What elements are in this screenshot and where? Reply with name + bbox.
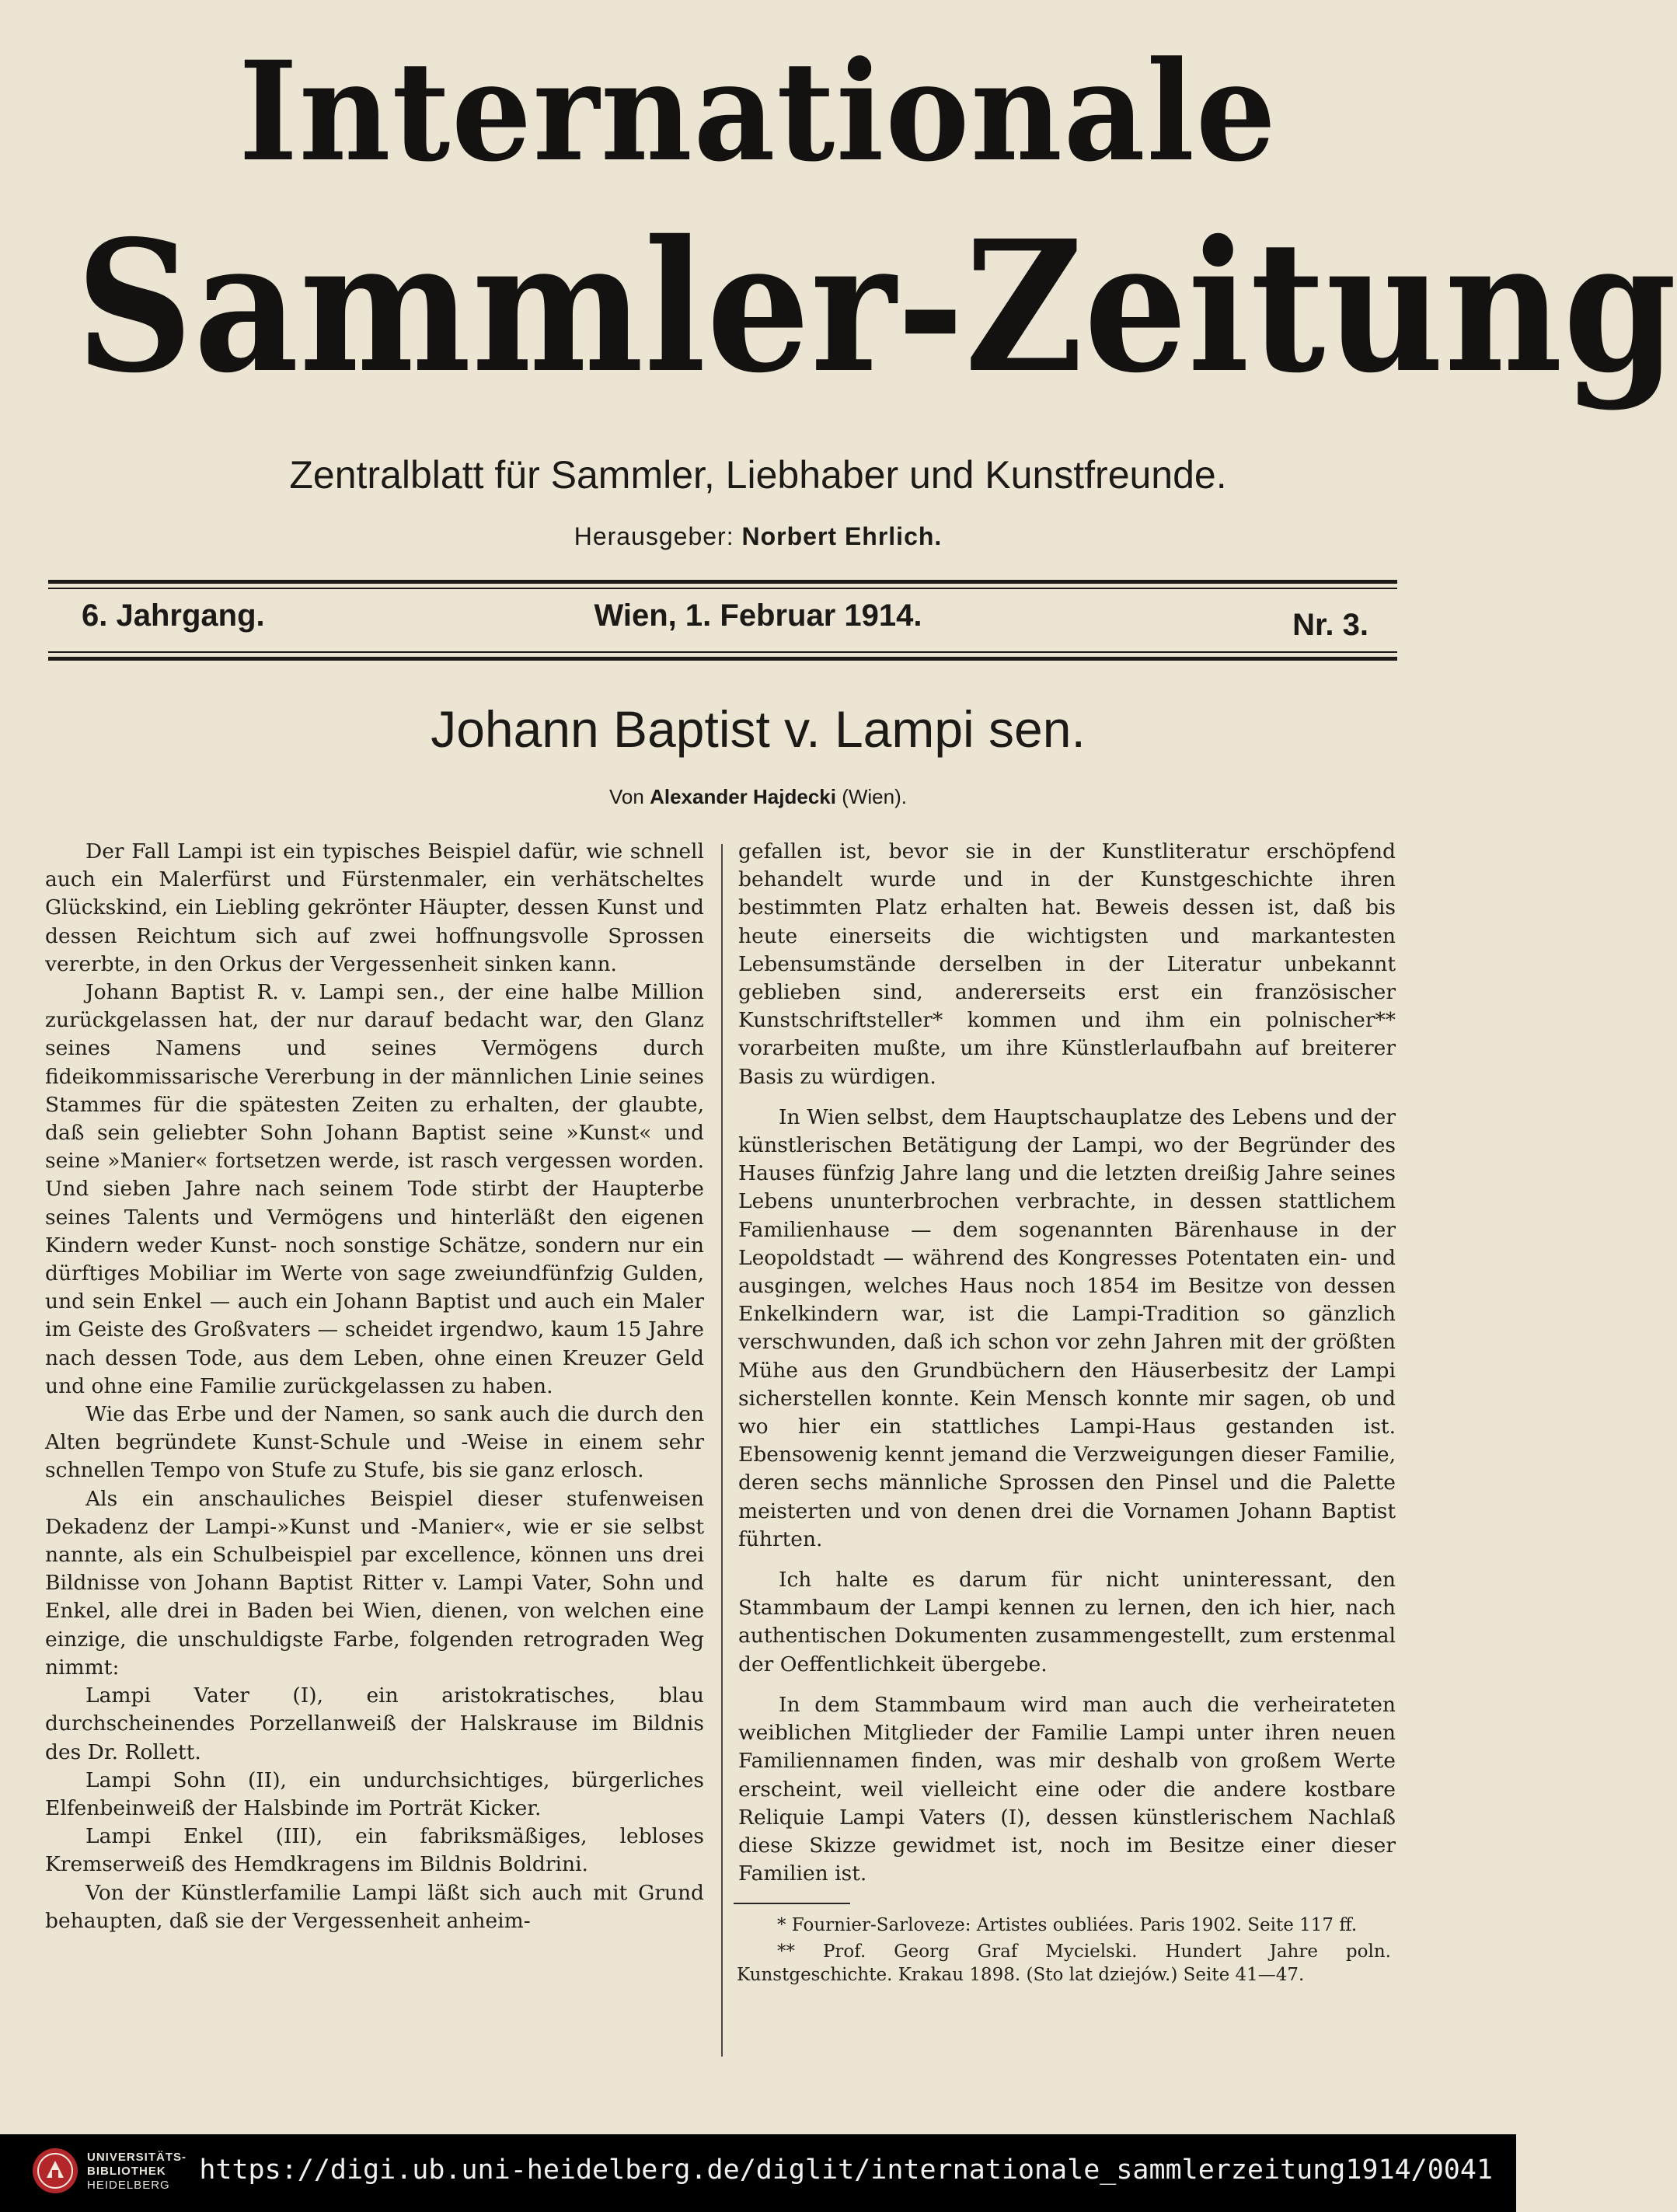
article-column-left [45, 838, 704, 1935]
footnote: ** Prof. Georg Graf Mycielski. Hundert Jahre poln. Kunstgeschichte. Krakau 1898. (Sto lat dziejów.) Seite 41—47. [737, 1942, 1391, 1985]
paragraph: Wie das Erbe und der Namen, so sank auch die durch den Alten begründete Kunst-Schule und -Weise in einem sehr schnellen Tempo von Stufe zu Stufe, bis sie ganz erlosch. [45, 1402, 704, 1483]
paragraph: In Wien selbst, dem Hauptschauplatze des Lebens und der künstlerischen Betätigung der Lampi, wo der Begründer des Hauses fünfzig Jahre lang und die letzten dreißig Jahre seines Lebens ununterbrochen verbrachte, in dessen stattlichem Familienhause — dem sogenannten Bärenhause in der Leopoldstadt — während des Kongresses Potentaten ein- und ausgingen, welches Haus noch 1854 im Besitze von dessen Enkelkindern war, ist die Lampi-Tradition so gänzlich verschwunden, daß ich schon vor zehn Jahren mit der größten Mühe aus den Grundbüchern den Häuserbesitz der Lampi sicherstellen konnte. Kein Mensch konnte mir sagen, ob und wo hier ein stattliches Lampi-Haus gestanden ist. Ebensowenig kennt jemand die Verzweigungen dieser Familie, deren sechs männliche Sprossen den Pinsel und die Palette meisterten und von denen drei die Vornamen Johann Baptist führten. [738, 1104, 1396, 1551]
publisher-label: Herausgeber: [574, 522, 734, 550]
header-rule-top-thin [48, 588, 1397, 589]
footnote-rule [734, 1903, 850, 1904]
masthead-subtitle: Zentralblatt für Sammler, Liebhaber und Kunstfreunde. [289, 453, 1227, 497]
paragraph: Der Fall Lampi ist ein typisches Beispiel dafür, wie schnell auch ein Malerfürst und Fürstenmaler, ein verhätscheltes Glückskind, ein Liebling gekrönter Häupter, dessen Kunst und dessen Reichtum sich auf zwei hoffnungsvolle Sprossen vererbte, in den Orkus der Vergessenheit sinken kann. [45, 839, 704, 976]
issue-number: Nr. 3. [1292, 608, 1368, 642]
library-name-line1: UNIVERSITÄTS- [87, 2151, 187, 2164]
header-rule-top-thick [48, 580, 1397, 584]
paragraph: Als ein anschauliches Beispiel dieser stufenweisen Dekadenz der Lampi-»Kunst und -Manier«, wie er sie selbst nannte, als ein Schulbeispiel par excellence, können uns drei Bildnisse von Johann Baptist Ritter v. Lampi Vater, Sohn und Enkel, alle drei in Baden bei Wien, dienen, von welchen eine einzige, die unschuldigste Farbe, folgenden retrograden Weg nimmt: [45, 1486, 704, 1680]
paragraph: Ich halte es darum für nicht uninteressant, den Stammbaum der Lampi kennen zu lernen, den ich hier, nach authentischen Dokumenten zusammengestellt, zum erstenmal der Oeffentlichkeit übergebe. [738, 1568, 1396, 1676]
article-title: Johann Baptist v. Lampi sen. [431, 700, 1086, 758]
byline-prefix: Von [609, 785, 644, 808]
paragraph: In dem Stammbaum wird man auch die verheirateten weiblichen Mitglieder der Familie Lampi unter ihren neuen Familiennamen finden, was mir deshalb von großem Werte erscheint, weil vielleicht eine oder die andere kostbare Reliquie Lampi Vaters (I), dessen künstlerischem Nachlaß diese Skizze gewidmet ist, noch im Besitze einer dieser Familien ist. [738, 1692, 1396, 1886]
article-column-right [738, 838, 1396, 1888]
byline-suffix: (Wien). [842, 785, 907, 808]
paragraph: Lampi Vater (I), ein aristokratisches, blau durchscheinendes Porzellanweiß der Halskrause im Bildnis des Dr. Rollett. [45, 1683, 704, 1764]
byline-author: Alexander Hajdecki [650, 785, 836, 808]
header-rule-bottom-thin [48, 651, 1397, 653]
footnotes [737, 1914, 1391, 1990]
paragraph: Lampi Sohn (II), ein undurchsichtiges, bürgerliches Elfenbeinweiß der Halsbinde im Porträt Kicker. [45, 1767, 704, 1820]
publisher-name: Norbert Ehrlich. [741, 522, 943, 550]
column-divider [721, 844, 723, 2057]
university-seal-icon[interactable] [31, 2147, 79, 2195]
publisher-line [0, 522, 1516, 551]
paragraph: Johann Baptist R. v. Lampi sen., der eine halbe Million zurückgelassen hat, der nur darauf bedacht war, den Glanz seines Namens und seines Vermögens durch fideikommissarische Vererbung in der männlichen Linie seines Stammes für die spätesten Zeiten zu erhalten, der glaubte, daß sein geliebter Sohn Johann Baptist seine »Kunst« und seine »Manier« fortsetzen werde, ist rasch vergessen worden. Und sieben Jahre nach seinem Tode stirbt der Haupterbe seines Talents und Vermögens und hinterläßt den eigenen Kindern weder Kunst- noch sonstige Schätze, sondern nur ein dürftiges Mobiliar im Werte von sage zweiundfünfzig Gulden, und sein Enkel — auch ein Johann Baptist und auch ein Maler im Geiste des Großvaters — scheidet irgendwo, kaum 15 Jahre nach dessen Tode, aus dem Leben, ohne einen Kreuzer Geld und ohne eine Familie zurückgelassen zu haben. [45, 980, 704, 1398]
paragraph: Von der Künstlerfamilie Lampi läßt sich auch mit Grund behaupten, daß sie der Vergessenheit anheim- [45, 1880, 704, 1933]
paragraph: gefallen ist, bevor sie in der Kunstliteratur erschöpfend behandelt wurde und in der Kunstgeschichte ihren bestimmten Platz erhalten hat. Beweis dessen ist, daß bis heute einerseits die wichtigsten und markantesten Lebensumstände derselben in der Literatur unbekannt geblieben sind, andererseits erst ein französischer Kunstschriftsteller* kommen und ihm ein polnischer** vorarbeiten mußte, um ihre Künstlerlaufbahn auf breiterer Basis zu würdigen. [738, 839, 1396, 1089]
paragraph: Lampi Enkel (III), ein fabriksmäßiges, lebloses Kremserweiß des Hemdkragens im Bildnis Boldrini. [45, 1824, 704, 1877]
header-rule-bottom-thick [48, 657, 1397, 661]
masthead-title-line2: Sammler-Zeitung [75, 201, 1677, 413]
source-url-link[interactable]: https://digi.ub.uni-heidelberg.de/diglit/internationale_sammlerzeitung1914/0041 [199, 2154, 1493, 2186]
article-byline [0, 785, 1516, 809]
library-name-line3: HEIDELBERG [87, 2179, 170, 2192]
masthead-title-line1: Internationale [239, 31, 1278, 192]
library-name-line2: BIBLIOTHEK [87, 2165, 166, 2178]
footnote: * Fournier-Sarloveze: Artistes oubliées. Paris 1902. Seite 117 ff. [777, 1915, 1358, 1935]
issue-volume: 6. Jahrgang. [82, 598, 265, 633]
university-library-name[interactable] [87, 2151, 187, 2193]
issue-place-date: Wien, 1. Februar 1914. [594, 598, 922, 633]
